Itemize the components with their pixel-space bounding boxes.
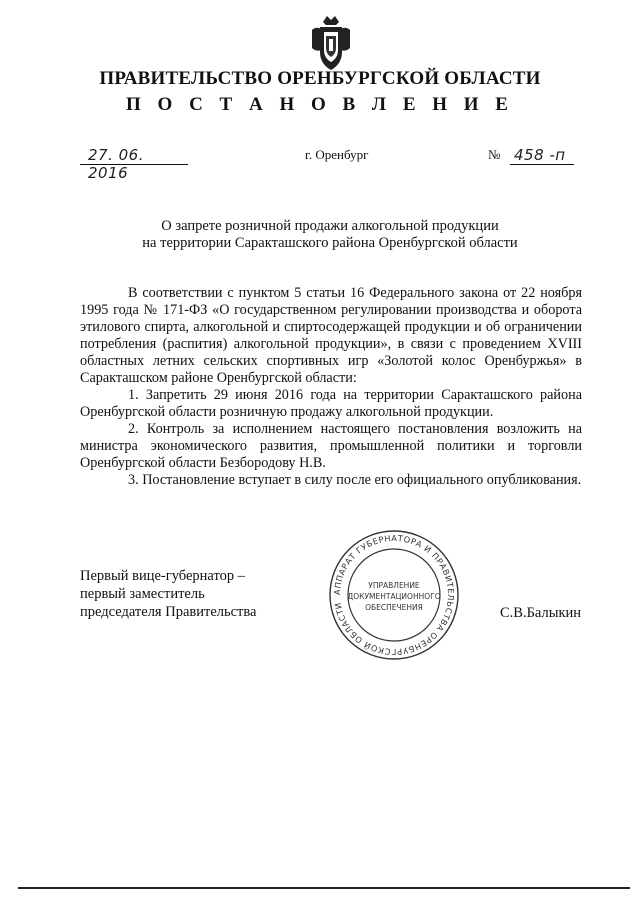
city: г. Оренбург	[305, 147, 369, 162]
number-field	[510, 146, 574, 165]
document-date: 27. 06. 2016	[88, 146, 144, 182]
stamp-outer-text: АППАРАТ ГУБЕРНАТОРА И ПРАВИТЕЛЬСТВА ОРЕНБУРГСКОЙ ОБЛАСТИ	[331, 532, 457, 658]
document-body	[80, 285, 582, 489]
document-subject	[120, 218, 540, 252]
government-title: ПРАВИТЕЛЬСТВО ОРЕНБУРГСКОЙ ОБЛАСТИ	[99, 68, 541, 89]
subject-line-2: на территории Саракташского района Оренбургской области	[142, 235, 518, 251]
item-2-paragraph: 2. Контроль за исполнением настоящего постановления возложить на министра экономического развития, промышленной политики и торговли Оренбургской области Безбородову Н.В.	[80, 421, 582, 471]
stamp-inner-line-1: УПРАВЛЕНИЕ	[368, 581, 420, 590]
official-stamp	[327, 528, 461, 662]
stamp-inner-line-2: ДОКУМЕНТАЦИОННОГО	[347, 592, 441, 601]
signatory-name: С.В.Балыкин	[500, 605, 582, 621]
signatory-title-line-1: Первый вице-губернатор –	[80, 568, 245, 584]
item-3-paragraph: 3. Постановление вступает в силу после его официального опубликования.	[128, 472, 582, 488]
document-number: 458 -п	[514, 146, 566, 164]
subject-line-1: О запрете розничной продажи алкогольной продукции	[161, 218, 499, 234]
preamble-paragraph: В соответствии с пунктом 5 статьи 16 Федерального закона от 22 ноября 1995 года № 171-ФЗ «О государственном регулировании производства и оборота этилового спирта, алкогольной и спиртосодержащей продукции и об ограничении потребления (распития) алкогольной продукции», в связи с проведением XVIII областных летних сельских спортивных игр «Золотой колос Оренбуржья» в Саракташском районе Оренбургской области:	[80, 285, 582, 386]
stamp-inner-line-3: ОБЕСПЕЧЕНИЯ	[365, 603, 423, 612]
date-field	[80, 146, 188, 182]
document-type: П О С Т А Н О В Л Е Н И Е	[126, 94, 514, 115]
item-1-paragraph: 1. Запретить 29 июня 2016 года на территории Саракташского района Оренбургской области розничную продажу алкогольной продукции.	[80, 387, 582, 420]
coat-of-arms-icon	[308, 14, 354, 72]
bottom-divider	[18, 887, 630, 889]
number-label: №	[488, 147, 501, 162]
signatory-title-line-2: первый заместитель	[80, 586, 205, 602]
signatory-title-line-3: председателя Правительства	[80, 604, 257, 620]
signatory-title	[80, 567, 256, 621]
